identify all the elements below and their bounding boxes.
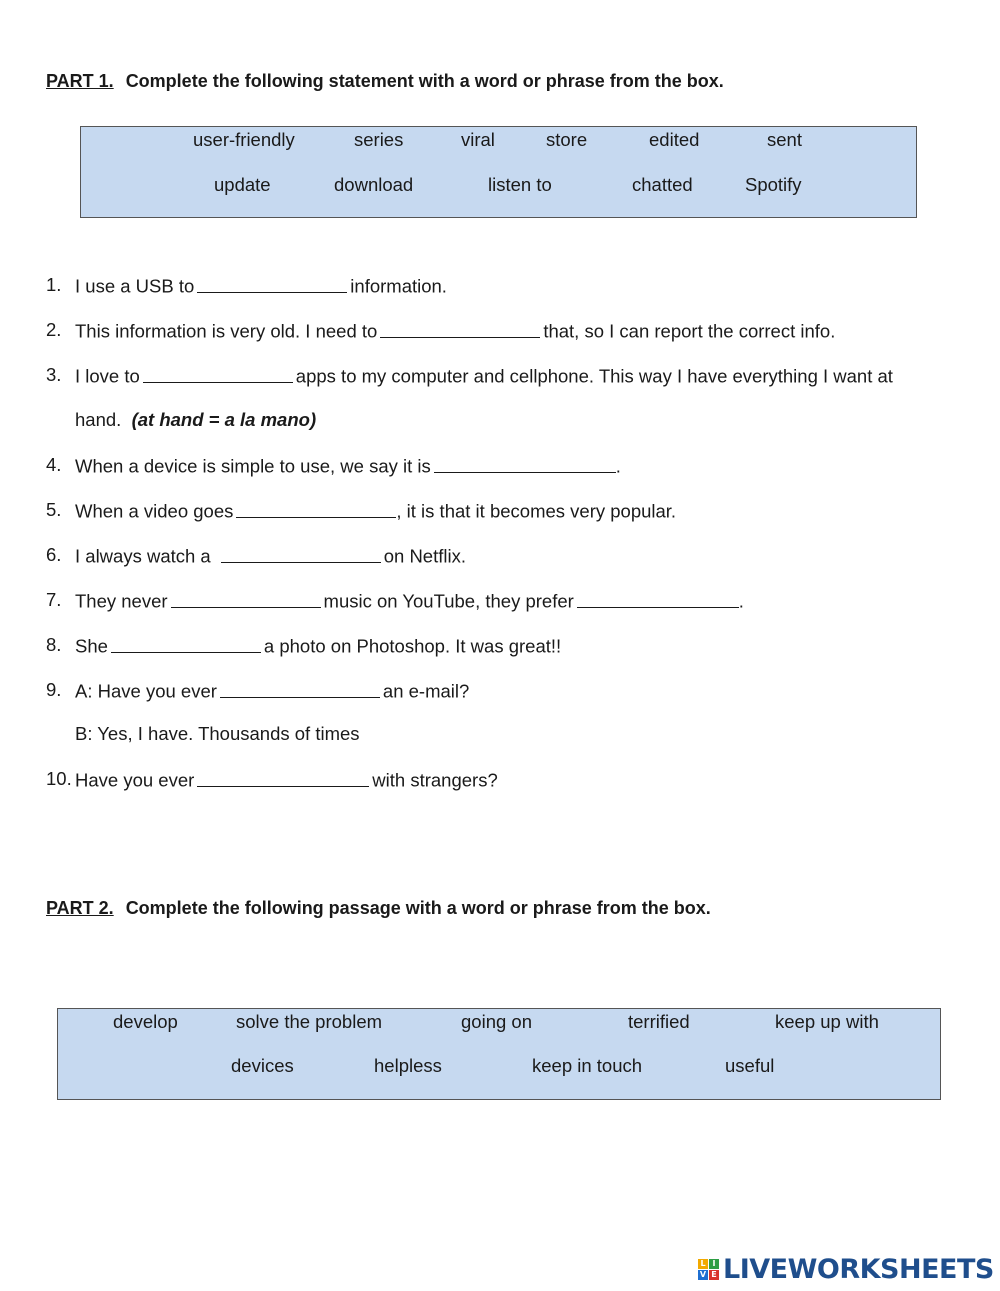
word-box-item: download — [334, 174, 414, 195]
word-box-item: keep up with — [775, 1011, 879, 1032]
liveworksheets-logo-icon: L I V E — [698, 1259, 719, 1280]
question-text: A: Have you ever — [75, 680, 217, 702]
liveworksheets-logo — [698, 1254, 994, 1284]
answer-blank[interactable] — [577, 589, 739, 608]
word-box-item: user-friendly — [193, 129, 295, 150]
question-text: . — [615, 455, 621, 477]
question-number: 1. — [46, 274, 62, 295]
word-box-item: update — [214, 174, 271, 195]
word-box-item: chatted — [632, 174, 693, 195]
answer-blank[interactable] — [197, 768, 369, 787]
question-text: I love to — [75, 365, 140, 387]
question-number: 8. — [46, 634, 62, 655]
question-number: 9. — [46, 679, 62, 700]
word-box-item: store — [546, 129, 588, 150]
answer-blank[interactable] — [143, 364, 293, 383]
answer-blank[interactable] — [380, 319, 540, 338]
part2-word-box — [57, 1008, 941, 1100]
question-text: When a device is simple to use, we say it is — [75, 455, 431, 477]
part1-word-box — [80, 126, 917, 218]
answer-blank[interactable] — [220, 679, 380, 698]
word-box-item: develop — [113, 1011, 178, 1032]
word-box-item: sent — [767, 129, 802, 150]
word-box-item: Spotify — [745, 174, 802, 195]
question-text: hand. — [75, 409, 122, 430]
answer-blank[interactable] — [197, 274, 347, 293]
word-box-item: helpless — [374, 1055, 442, 1076]
part1-label: PART 1. — [46, 71, 114, 91]
question-text: B: Yes, I have. Thousands of times — [75, 723, 360, 744]
answer-blank[interactable] — [221, 544, 381, 563]
word-box-item: keep in touch — [532, 1055, 643, 1076]
question-number: 2. — [46, 319, 62, 340]
part2-instruction: Complete the following passage with a word or phrase from the box. — [125, 898, 711, 918]
question-text: This information is very old. I need to — [75, 320, 378, 342]
word-box-item: solve the problem — [236, 1011, 383, 1032]
question-number: 5. — [46, 499, 62, 520]
translation-note: (at hand = a la mano) — [131, 409, 317, 430]
question-text: I use a USB to — [75, 275, 195, 297]
word-box-item: devices — [231, 1055, 294, 1076]
question-number: 4. — [46, 454, 62, 475]
part2-heading — [46, 898, 711, 919]
answer-blank[interactable] — [434, 454, 616, 473]
word-box-item: series — [354, 129, 404, 150]
question-text: . — [738, 590, 744, 612]
question-text: apps to my computer and cellphone. This way I have everything I want at — [295, 365, 893, 387]
word-box-item: viral — [461, 129, 495, 150]
part1-instruction: Complete the following statement with a word or phrase from the box. — [125, 71, 724, 91]
question-text: They never — [75, 590, 168, 612]
question-text: I always watch a — [75, 545, 211, 567]
logo-text: LIVEWORKSHEETS — [723, 1253, 994, 1285]
question-text: When a video goes — [75, 500, 234, 522]
question-text: information. — [350, 275, 447, 297]
question-number: 6. — [46, 544, 62, 565]
question-text: on Netflix. — [383, 545, 466, 567]
word-box-item: terrified — [628, 1011, 690, 1032]
answer-blank[interactable] — [171, 589, 321, 608]
question-text: She — [75, 635, 108, 657]
word-box-item: useful — [725, 1055, 775, 1076]
word-box-item: listen to — [488, 174, 552, 195]
question-text: , it is that it becomes very popular. — [396, 500, 677, 522]
part1-heading — [46, 71, 724, 92]
question-number: 3. — [46, 364, 62, 385]
word-box-item: edited — [649, 129, 700, 150]
answer-blank[interactable] — [111, 634, 261, 653]
part2-label: PART 2. — [46, 898, 114, 918]
answer-blank[interactable] — [236, 499, 396, 518]
question-text: an e-mail? — [382, 680, 470, 702]
question-number: 7. — [46, 589, 62, 610]
word-box-item: going on — [461, 1011, 532, 1032]
question-text: music on YouTube, they prefer — [323, 590, 574, 612]
question-text: with strangers? — [372, 769, 498, 791]
question-text: that, so I can report the correct info. — [543, 320, 836, 342]
question-number: 10. — [46, 768, 72, 789]
question-text: Have you ever — [75, 769, 195, 791]
question-text: a photo on Photoshop. It was great!! — [263, 635, 562, 657]
